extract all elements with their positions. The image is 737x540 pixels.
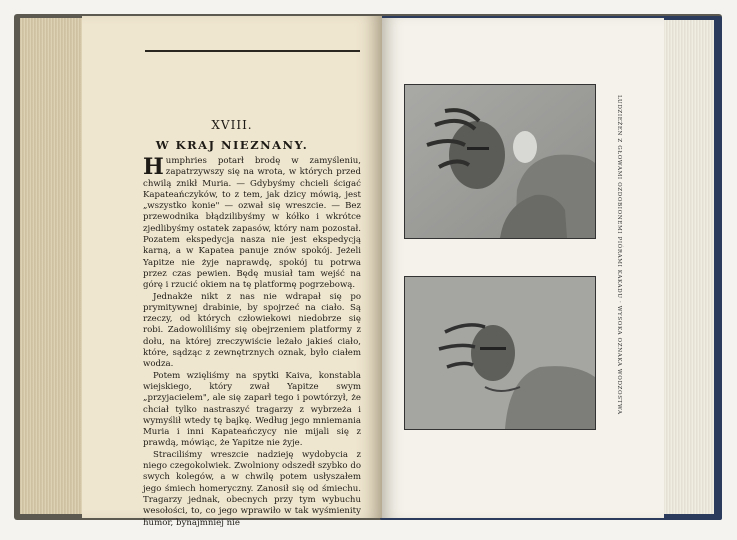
header-rule bbox=[145, 50, 360, 52]
portrait-photo-top bbox=[404, 84, 596, 239]
paragraph: Jednakże nikt z nas nie wdrapał się po prymitywnej drabinie, by spojrzeć na ciało. Są rzeczy, od których człowiekowi niedobrze się robi. Zadowoliliśmy się obejrzeniem platformy z dołu, na której zreczywiście leżało jakieś ciało, które, sądząc z zewnętrznych oznak, było ciałem wodza. bbox=[143, 291, 361, 370]
portrait-photo-bottom bbox=[404, 276, 596, 430]
paragraph-text: umphries potarł brodę w zamyśleniu, zapatrzywszy się na wrota, w których przed chwilą znikł Muria. — Gdybyśmy chcieli ścigać Kapateańczyków, to z tem, jak dzicy mówią, jest „wszystko konie" — ozwał się wreszcie. — Bez przewodnika błądzilibyśmy w kółko i wkrótce zjedlibyśmy ostatek zapasów, który nam pozostał. Pozatem ekspedycja nasza nie jest ekspedycją karną, a w Kapatea panuje znów spokój. Jeżeli Yapitze nie żyje naprawdę, spokój tu potrwa przez czas pewien. Będę musiał tam wejść na górę i rzucić okiem na tę platformę pogrzebową. bbox=[143, 156, 361, 291]
page-edges-left bbox=[20, 18, 82, 514]
drop-cap: H bbox=[143, 154, 164, 180]
paragraph: Potem wzięliśmy na spytki Kaiva, konstabla wiejskiego, który zwał Yapitze swym „przyjacielem", ale się zaparł tego i powtórzył, że chciał tylko nastraszyć tragarzy z wybrzeża i wymyślił wtedy tę bajkę. Według jego mniemania Muria i inni Kapateańczycy nie mijali się z prawdą, mówiąc, że Yapitze nie żyje. bbox=[143, 370, 361, 449]
photo-caption: LUDZIEŻEN Z GŁOWAMI OZDOBIONEMI PIÓRAMI KAKADU · WYSOKA OZNAKA WODZOSTWA bbox=[616, 95, 622, 415]
chapter-number: XVIII. bbox=[211, 118, 253, 132]
body-text bbox=[143, 156, 361, 529]
page-edges-right bbox=[664, 20, 714, 514]
chapter-title: W KRAJ NIEZNANY. bbox=[155, 138, 309, 152]
paragraph bbox=[143, 156, 361, 292]
paragraph: Straciliśmy wreszcie nadzieję wydobycia z niego czegokolwiek. Zwolniony odszedł szybko do swych kolegów, a w chwilę potem usłyszałem jego śmiech homeryczny. Zanosił się od śmiechu. Tragarzy jednak, obecnych przy tym wybuchu wesołości, to, co jego wprawiło w tak wyśmienity humor, bynajmniej nie bbox=[143, 449, 361, 528]
